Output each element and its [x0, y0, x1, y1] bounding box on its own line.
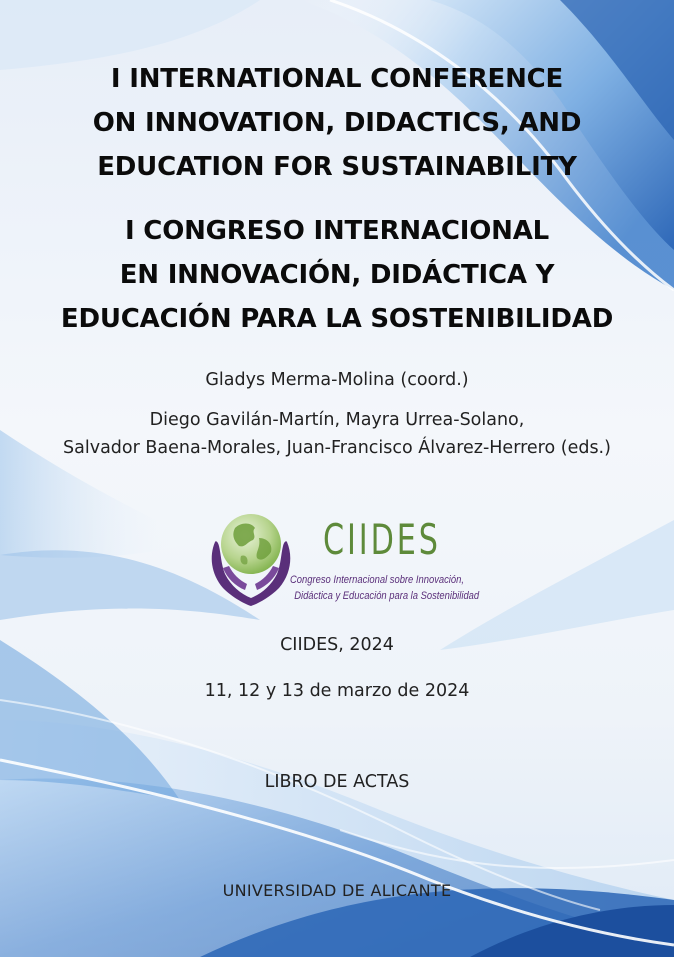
- title-english-line-1: I INTERNATIONAL CONFERENCE: [110, 64, 564, 94]
- conference-dates: 11, 12 y 13 de marzo de 2024: [204, 681, 470, 701]
- book-type: LIBRO DE ACTAS: [264, 772, 410, 792]
- logo-subtitle-line-2: Didáctica y Educación para la Sostenibilidad: [294, 590, 480, 602]
- title-spanish-line-2: EN INNOVACIÓN, DIDÁCTICA Y: [119, 260, 555, 290]
- publisher: UNIVERSIDAD DE ALICANTE: [222, 881, 452, 900]
- title-spanish-line-1: I CONGRESO INTERNACIONAL: [124, 216, 549, 246]
- title-spanish: [0, 209, 674, 341]
- globe-hands-icon: [205, 508, 297, 612]
- title-english-line-3: EDUCATION FOR SUSTAINABILITY: [97, 152, 577, 182]
- ciides-logo: [205, 508, 480, 612]
- title-english-line-2: ON INNOVATION, DIDACTICS, AND: [92, 108, 582, 138]
- logo-subtitle: [290, 572, 479, 604]
- title-english: [0, 57, 674, 189]
- title-spanish-line-3: EDUCACIÓN PARA LA SOSTENIBILIDAD: [60, 304, 614, 334]
- coordinator: Gladys Merma-Molina (coord.): [205, 370, 469, 390]
- logo-name: CIIDES: [323, 515, 441, 564]
- editors: [0, 406, 674, 462]
- editors-line-1: Diego Gavilán-Martín, Mayra Urrea-Solano,: [149, 410, 525, 430]
- logo-subtitle-line-1: Congreso Internacional sobre Innovación,: [290, 574, 464, 586]
- edition: CIIDES, 2024: [280, 635, 394, 655]
- editors-line-2: Salvador Baena-Morales, Juan-Francisco Álvarez-Herrero (eds.): [63, 438, 611, 458]
